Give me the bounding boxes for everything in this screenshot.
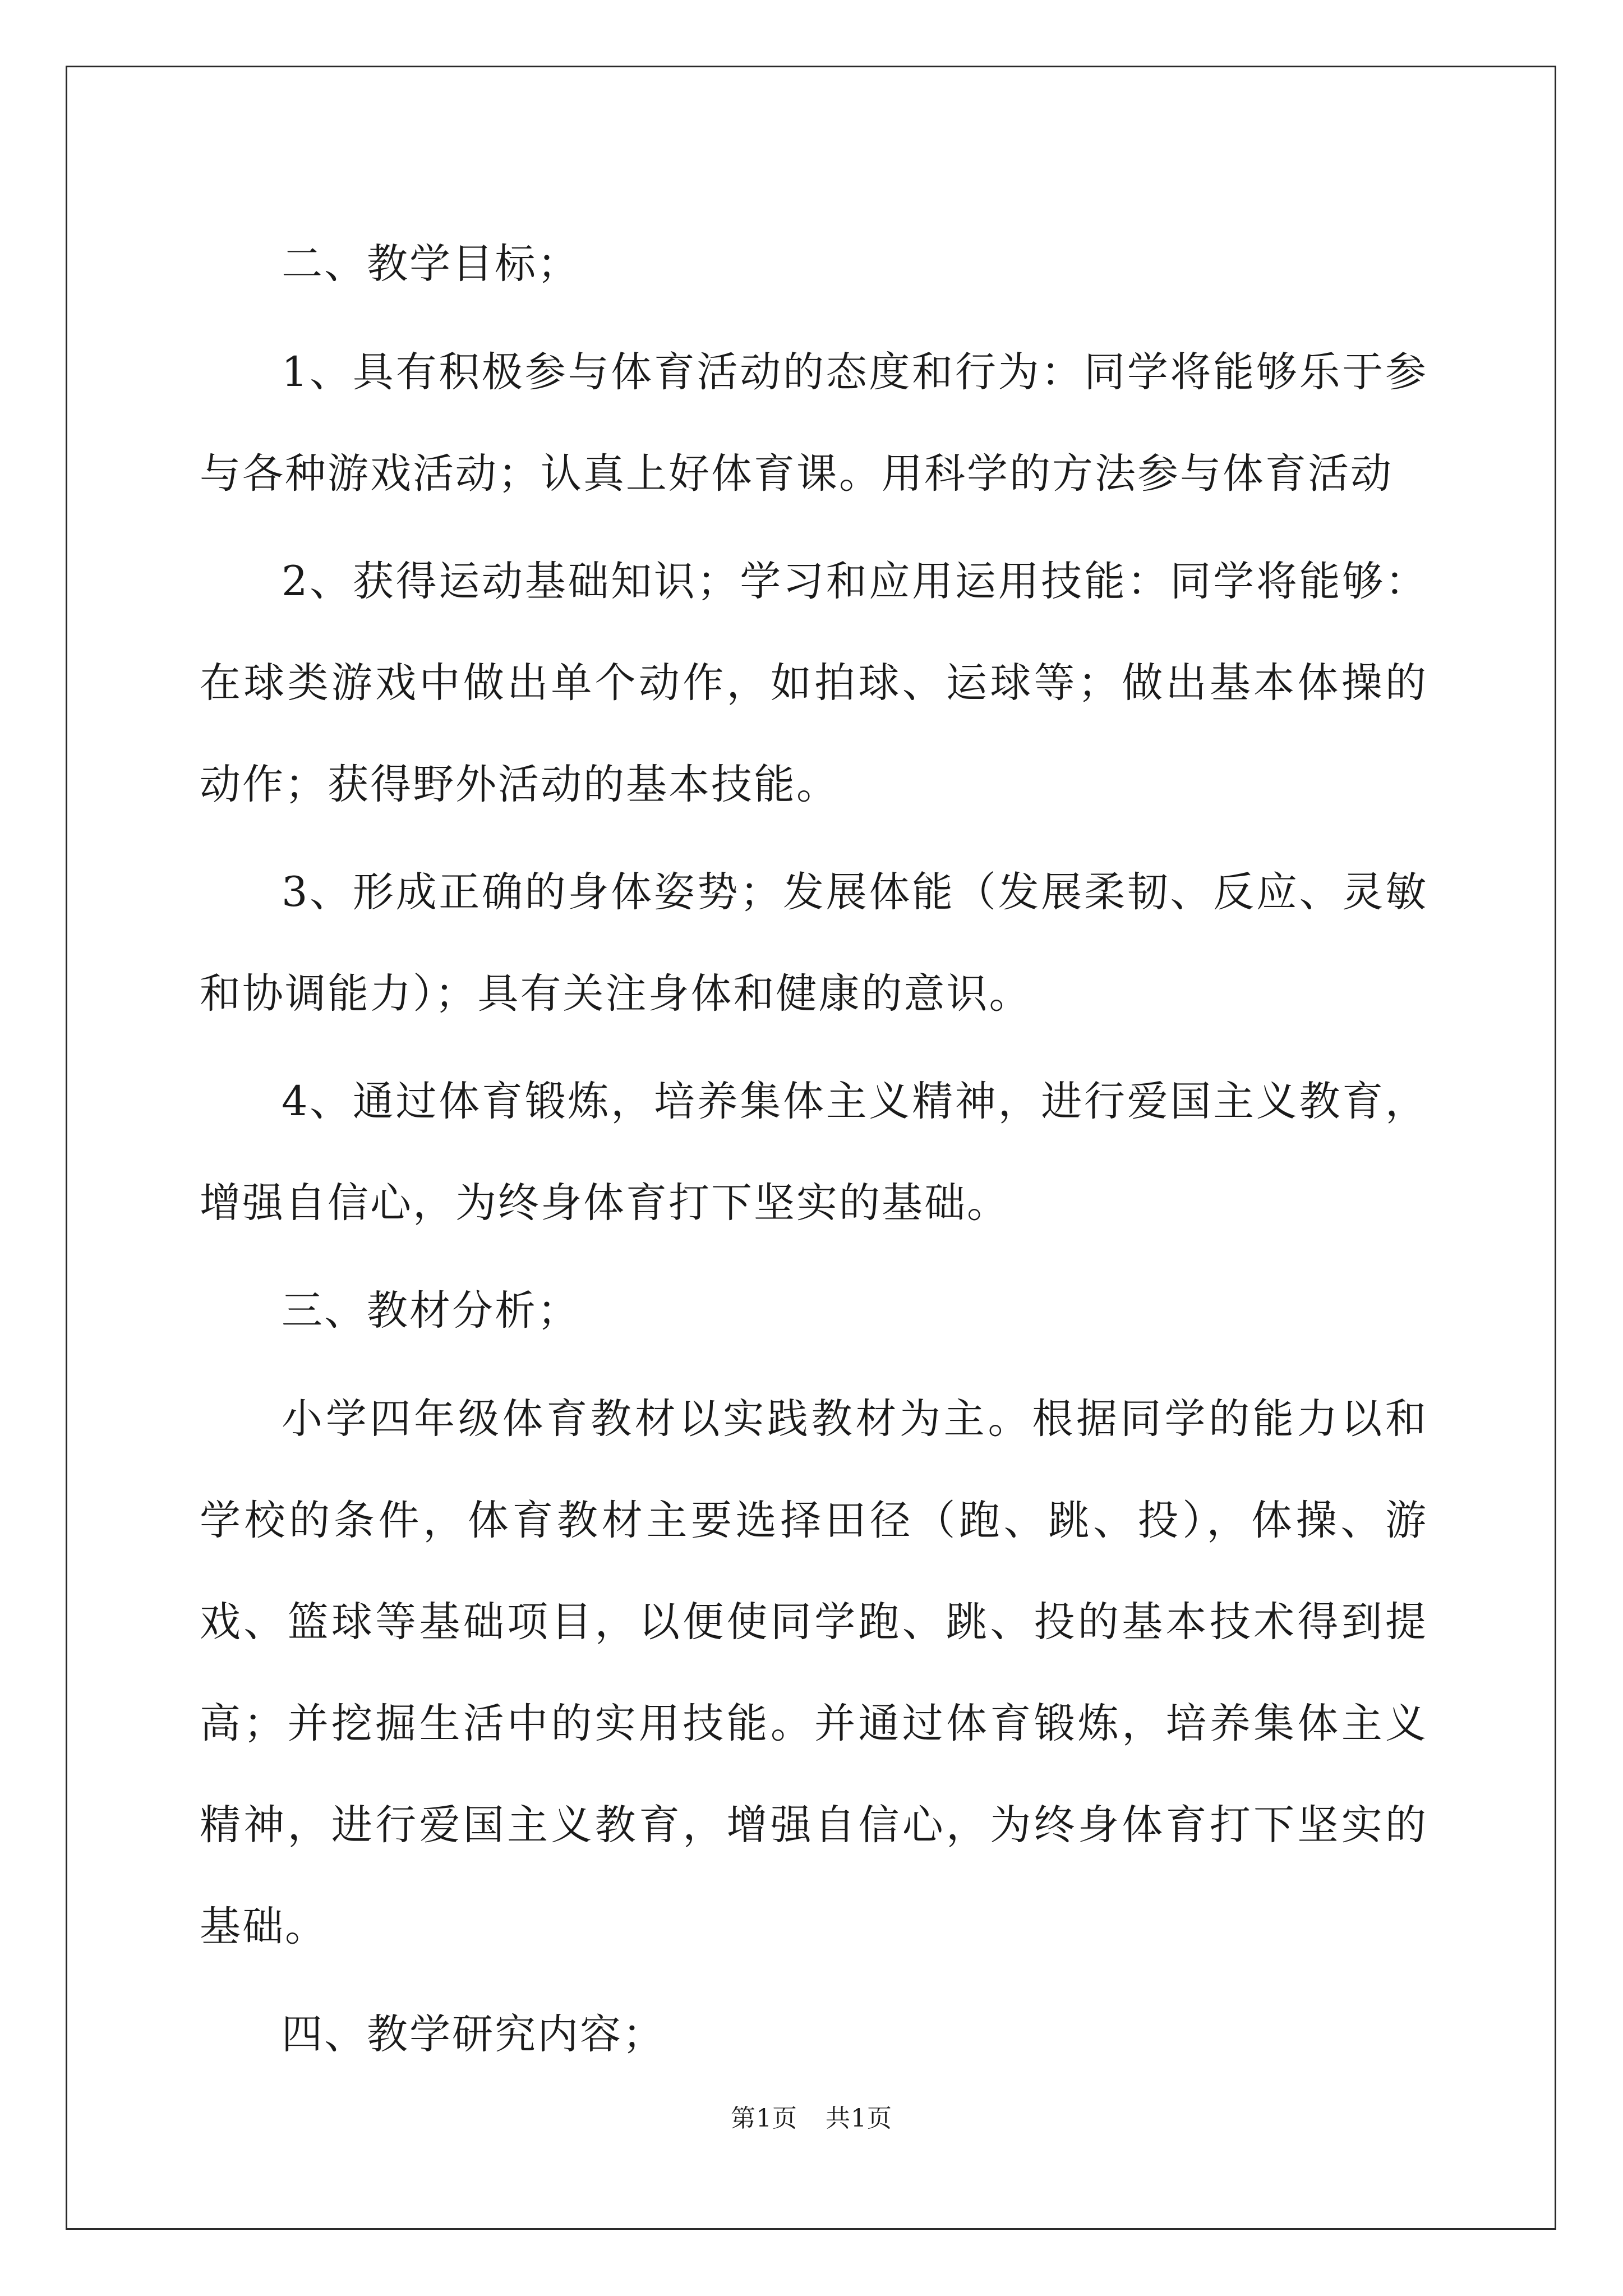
page-number-total: 共1页 [826,2104,892,2133]
page-footer [0,2098,1623,2134]
objective-item-1: 1、具有积极参与体育活动的态度和行为：同学将能够乐于参与各种游戏活动；认真上好体育课。用科学的方法参与体育活动 [200,348,1428,498]
page-number-current: 第1页 [731,2104,797,2133]
objective-item-3: 3、形成正确的身体姿势；发展体能（发展柔韧、反应、灵敏和协调能力）；具有关注身体和健康的意识。 [200,868,1428,1018]
section-heading-research-content: 四、教学研究内容； [282,2010,665,2058]
objective-item-2: 2、获得运动基础知识；学习和应用运用技能：同学将能够：在球类游戏中做出单个动作，如拍球、运球等；做出基本体操的动作；获得野外活动的基本技能。 [200,558,1428,808]
section-heading-textbook-analysis: 三、教材分析； [282,1287,580,1335]
section-heading-objectives: 二、教学目标； [282,240,580,288]
textbook-analysis-paragraph: 小学四年级体育教材以实践教材为主。根据同学的能力以和学校的条件，体育教材主要选择田径（跑、跳、投），体操、游戏、篮球等基础项目，以便使同学跑、跳、投的基本技术得到提高；并挖掘生活中的实用技能。并通过体育锻炼，培养集体主义精神，进行爱国主义教育，增强自信心，为终身体育打下坚实的基础。 [200,1395,1428,1950]
document-body [200,213,1428,2092]
objective-item-4: 4、通过体育锻炼，培养集体主义精神，进行爱国主义教育，增强自信心，为终身体育打下坚实的基础。 [200,1078,1428,1227]
